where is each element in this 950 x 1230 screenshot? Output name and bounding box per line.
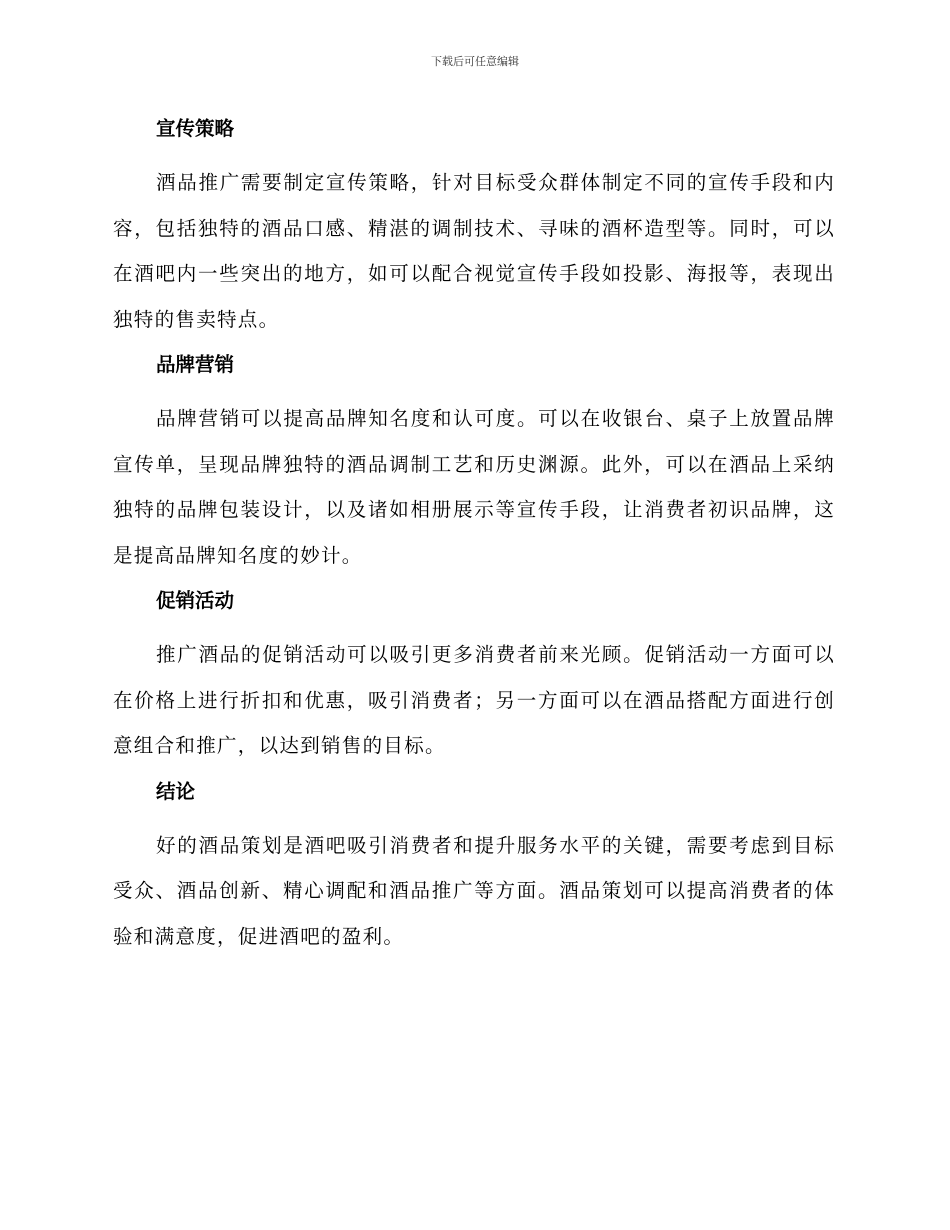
document-body [113,112,835,965]
section-brand-marketing [113,348,835,578]
section-conclusion [113,775,835,960]
section-publicity-strategy [113,112,835,342]
page-header-note: 下载后可任意编辑 [431,55,519,68]
section-heading: 促销活动 [156,589,235,612]
section-paragraph: 酒品推广需要制定宣传策略，针对目标受众群体制定不同的宣传手段和内容，包括独特的酒品口感、精湛的调制技术、寻味的酒杯造型等。同时，可以在酒吧内一些突出的地方，如可以配合视觉宣传手段如投影、海报等，表现出独特的售卖特点。 [113,171,835,331]
section-promotions [113,584,835,769]
section-heading: 结论 [156,779,196,803]
section-paragraph: 好的酒品策划是酒吧吸引消费者和提升服务水平的关键，需要考虑到目标受众、酒品创新、精心调配和酒品推广等方面。酒品策划可以提高消费者的体验和满意度，促进酒吧的盈利。 [113,833,835,948]
section-paragraph: 品牌营销可以提高品牌知名度和认可度。可以在收银台、桌子上放置品牌宣传单，呈现品牌独特的酒品调制工艺和历史渊源。此外，可以在酒品上采纳独特的品牌包装设计，以及诸如相册展示等宣传手段，让消费者初识品牌，这是提高品牌知名度的妙计。 [113,407,835,567]
section-heading: 宣传策略 [156,117,235,140]
section-paragraph: 推广酒品的促销活动可以吸引更多消费者前来光顾。促销活动一方面可以在价格上进行折扣和优惠，吸引消费者；另一方面可以在酒品搭配方面进行创意组合和推广，以达到销售的目标。 [113,643,835,757]
section-heading: 品牌营销 [156,353,235,376]
